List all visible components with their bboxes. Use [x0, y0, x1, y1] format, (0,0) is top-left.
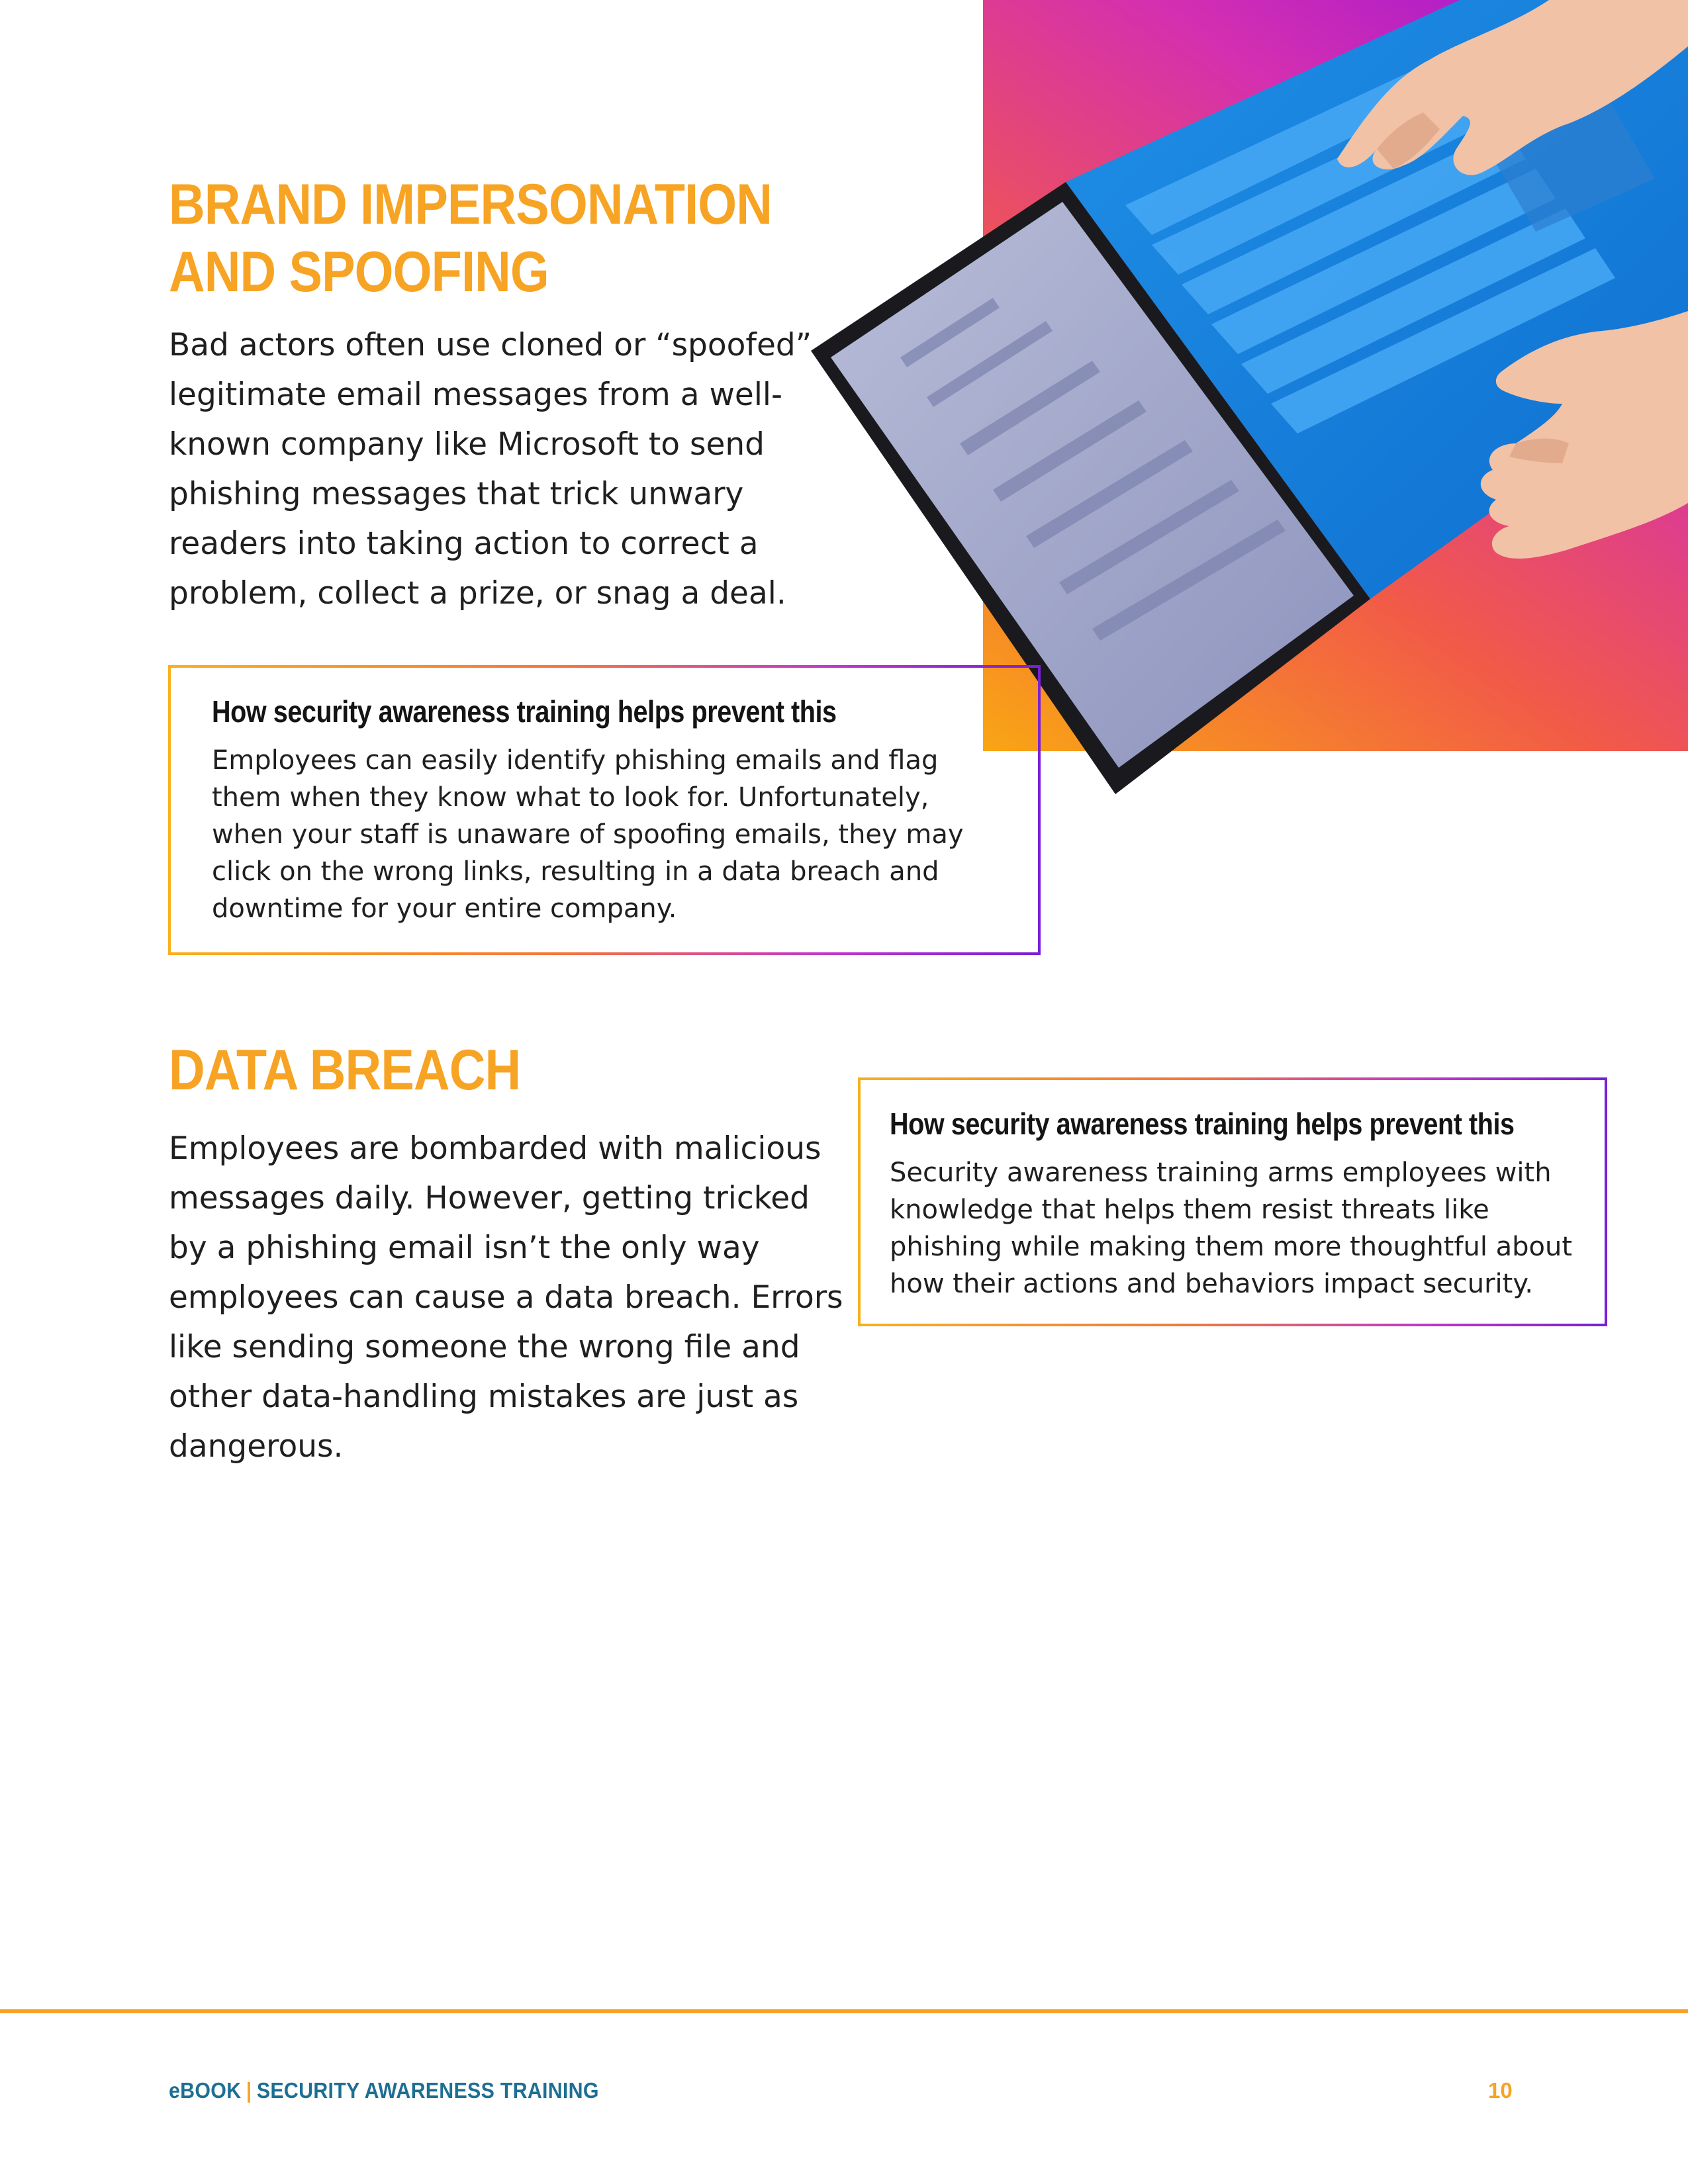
callout-title: How security awareness training helps prevent this [212, 694, 837, 729]
callout-body: Employees can easily identify phishing emails and flag them when they know what to look for. Unfortunately, when your staff is unaware of spoofing emails, they may click on the wrong links, resulting in a data breach and downtime for your entire company. [212, 745, 964, 924]
footer-divider [0, 2009, 1688, 2013]
callout-body: Security awareness training arms employees with knowledge that helps them resist threats like phishing while making them more thoughtful about how their actions and behaviors impact security. [890, 1158, 1573, 1299]
section-heading-brand-impersonation [169, 171, 772, 306]
section-body-brand-impersonation: Bad actors often use cloned or “spoofed” legitimate email messages from a well-known company like Microsoft to send phishing messages that trick unwary readers into taking action to correct a problem, collect a prize, or snag a deal. [169, 327, 812, 612]
page-number: 10 [1488, 2078, 1513, 2103]
section-body-data-breach: Employees are bombarded with malicious messages daily. However, getting tricked by a phishing email isn’t the only way employees can cause a data breach. Errors like sending someone the wrong file and other data-handling mistakes are just as dangerous. [169, 1130, 843, 1465]
heading-line-1: BRAND IMPERSONATION [169, 173, 773, 236]
footer-document-title: SECURITY AWARENESS TRAINING [256, 2078, 599, 2103]
footer-title [169, 2078, 599, 2103]
callout-title: How security awareness training helps prevent this [890, 1107, 1515, 1141]
callout-box-data-breach [858, 1077, 1607, 1326]
footer-ebook-label: eBOOK [169, 2078, 242, 2103]
heading-line-2: AND SPOOFING [169, 240, 549, 304]
callout-box-brand-impersonation [168, 665, 1041, 955]
section-heading-data-breach: DATA BREACH [169, 1038, 521, 1102]
footer-separator: | [246, 2078, 252, 2103]
